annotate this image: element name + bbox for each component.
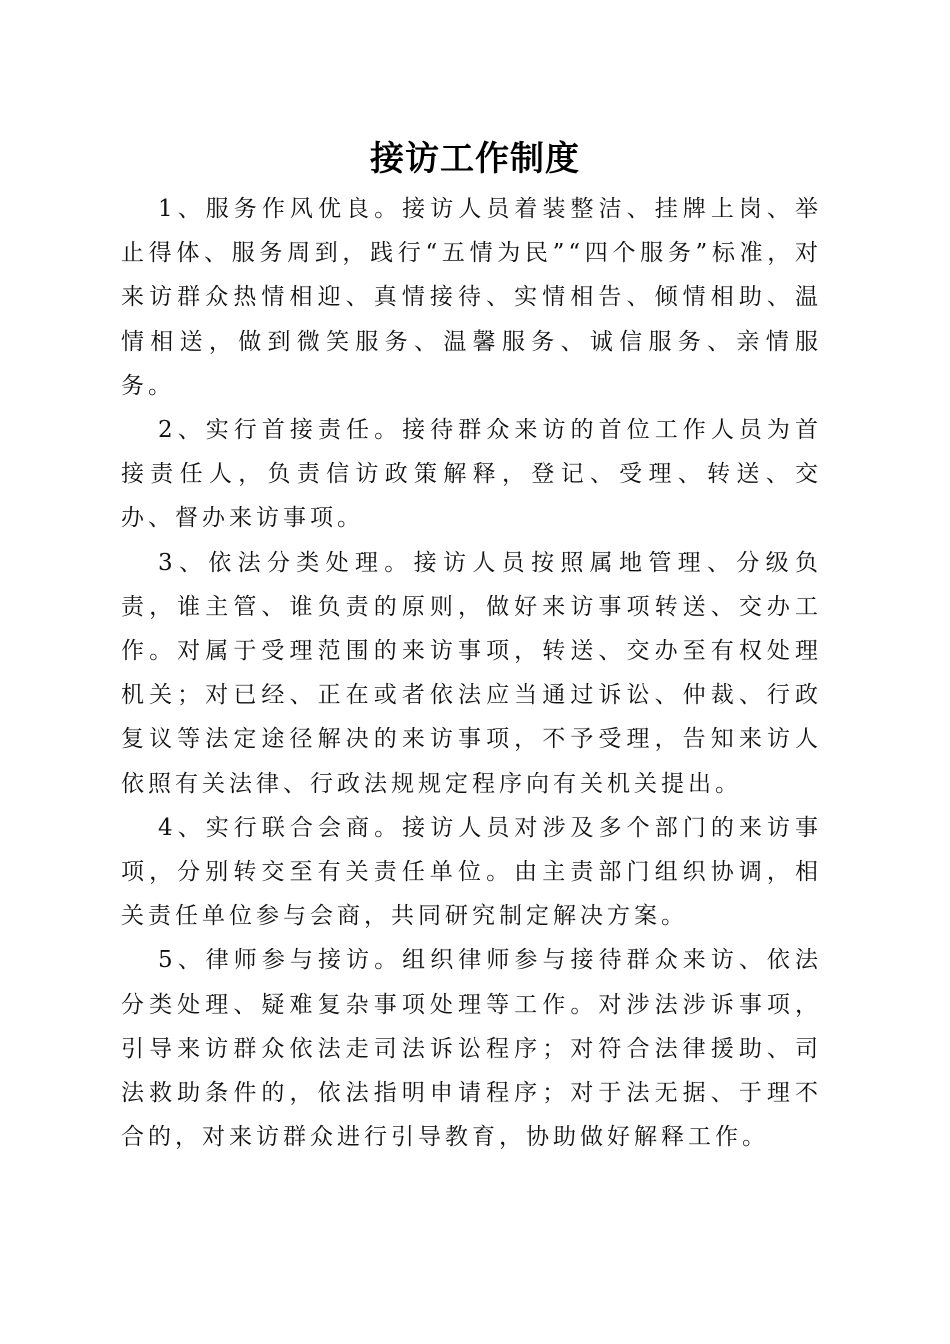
document-title: 接访工作制度	[370, 139, 580, 179]
paragraph-4: 4、实行联合会商。接访人员对涉及多个部门的来访事项，分别转交至有关责任单位。由主责部门组织协调，相关责任单位参与会商，共同研究制定解决方案。	[121, 814, 822, 930]
document-body	[121, 187, 822, 1159]
paragraph-1: 1、服务作风优良。接访人员着装整洁、挂牌上岗、举止得体、服务周到，践行“五情为民”“四个服务”标准，对来访群众热情相迎、真情接待、实情相告、倾情相助、温情相送，做到微笑服务、温馨服务、诚信服务、亲情服务。	[121, 196, 822, 399]
paragraph-2: 2、实行首接责任。接待群众来访的首位工作人员为首接责任人，负责信访政策解释，登记、受理、转送、交办、督办来访事项。	[121, 417, 822, 532]
paragraph-5: 5、律师参与接访。组织律师参与接待群众来访、依法分类处理、疑难复杂事项处理等工作。对涉法涉诉事项，引导来访群众依法走司法诉讼程序；对符合法律援助、司法救助条件的，依法指明申请程序；对于法无据、于理不合的，对来访群众进行引导教育，协助做好解释工作。	[121, 947, 822, 1151]
paragraph-3: 3、依法分类处理。接访人员按照属地管理、分级负责，谁主管、谁负责的原则，做好来访事项转送、交办工作。对属于受理范围的来访事项，转送、交办至有权处理机关；对已经、正在或者依法应当通过诉讼、仲裁、行政复议等法定途径解决的来访事项，不予受理，告知来访人依照有关法律、行政法规规定程序向有关机关提出。	[121, 549, 822, 797]
